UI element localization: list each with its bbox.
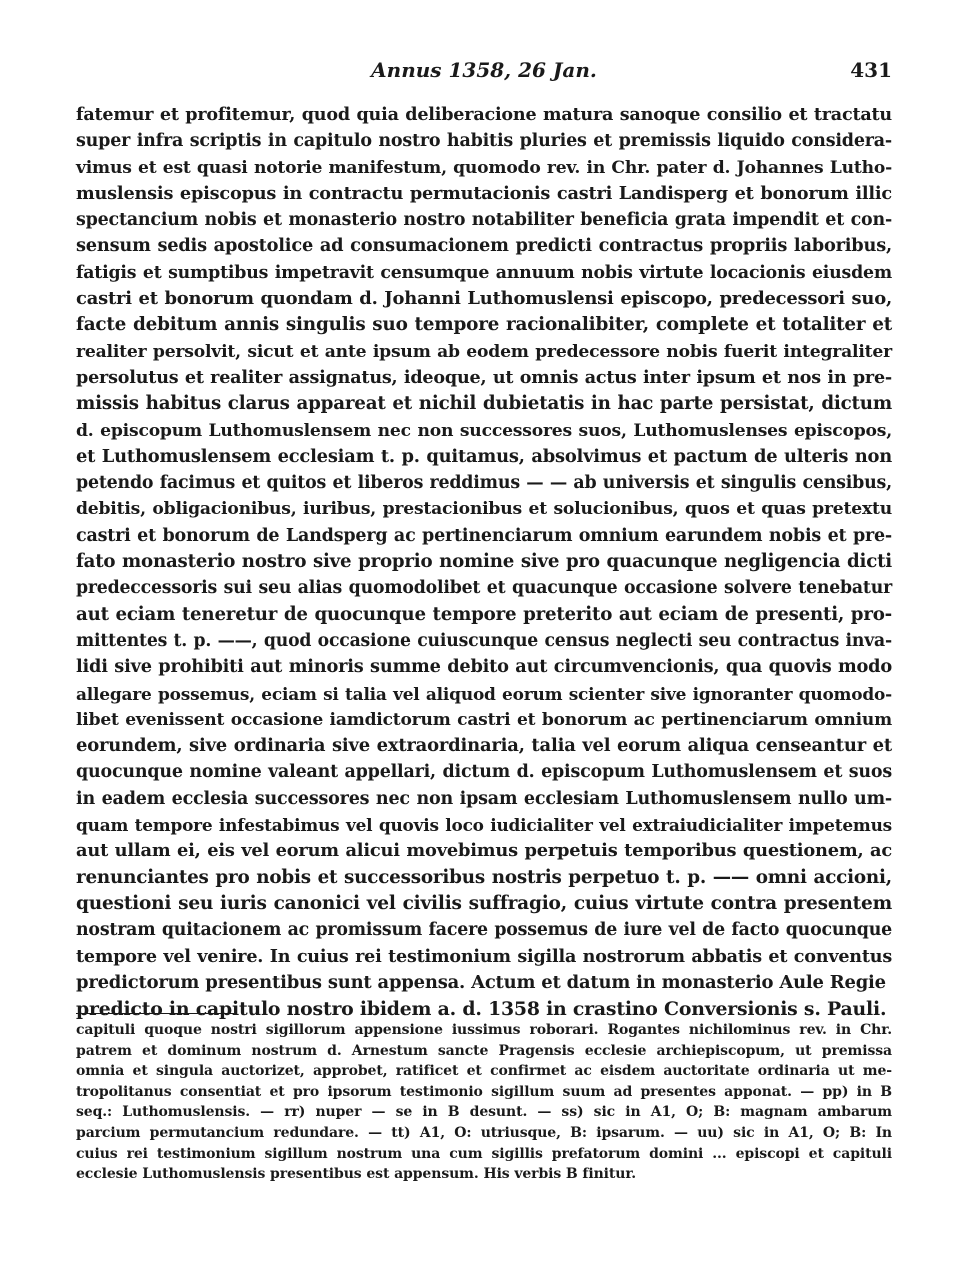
body-line: missis habitus clarus appareat et nichil dubietatis in hac parte persistat, dictum <box>76 393 892 415</box>
body-line: petendo facimus et quitos et liberos reddimus — — ab universis et singulis censibus, <box>76 473 892 494</box>
critical-apparatus <box>76 1020 892 1185</box>
body-line: spectancium nobis et monasterio nostro notabiliter beneficia grata impendit et con- <box>76 210 892 231</box>
body-line: predicto in capitulo nostro ibidem a. d. 1358 in crastino Conversionis s. Pauli. <box>76 998 887 1021</box>
body-line: mittentes t. p. ——, quod occasione cuiuscunque census neglecti seu contractus inva- <box>76 630 892 651</box>
body-line: realiter persolvit, sicut et ante ipsum ab eodem predecessore nobis fuerit integraliter <box>76 341 892 362</box>
body-line: quocunque nomine valeant appellari, dictum d. episcopum Luthomuslensem et suos <box>76 762 892 783</box>
body-line: tempore vel venire. In cuius rei testimonium sigilla nostrorum abbatis et conventus <box>76 946 892 967</box>
body-line: nostram quitacionem ac promissum facere possemus de iure vel de facto quocunque <box>76 920 892 941</box>
body-line: persolutus et realiter assignatus, ideoque, ut omnis actus inter ipsum et nos in pre- <box>76 367 892 388</box>
body-line: facte debitum annis singulis suo tempore racionalibiter, complete et totaliter et <box>76 314 892 336</box>
apparatus-line: seq.: Luthomuslensis. — rr) nuper — se in B desunt. — ss) sic in A1, O; B: magnam ambarum <box>76 1104 892 1121</box>
body-line: fatigis et sumptibus impetravit censumque annuum nobis virtute locacionis eiusdem <box>76 262 892 283</box>
body-line: d. episcopum Luthomuslensem nec non successores suos, Luthomuslenses episcopos, <box>76 420 892 441</box>
body-line: et Luthomuslensem ecclesiam t. p. quitamus, absolvimus et pactum de ulteris non <box>76 445 892 467</box>
apparatus-line: parcium permutancium redundare. — tt) A1, O: utriusque, B: ipsarum. — uu) sic in A1, O; B: In <box>76 1124 892 1141</box>
body-line: fatemur et profitemur, quod quia deliberacione matura sanoque consilio et tractatu <box>76 105 892 125</box>
body-line: fato monasterio nostro sive proprio nomine sive pro quacunque negligencia dicti <box>76 551 892 573</box>
body-line: libet evenissent occasione iamdictorum castri et bonorum ac pertinenciarum omnium <box>76 709 892 730</box>
body-line: predeccessoris sui seu alias quomodolibet et quacunque occasione solvere tenebatur <box>76 578 892 599</box>
apparatus-line: omnia et singula auctorizet, approbet, ratificet et confirmet ac eisdem auctoritate ordinaria ut me- <box>76 1063 892 1080</box>
apparatus-line: cuius rei testimonium sigillum nostrum una cum sigillis prefatorum domini ... episcopi et capituli <box>76 1145 892 1162</box>
body-line: vimus et est quasi notorie manifestum, quomodo rev. in Chr. pater d. Johannes Lutho- <box>76 157 892 178</box>
running-head <box>76 58 892 84</box>
body-line: allegare possemus, eciam si talia vel aliquod eorum scienter sive ignoranter quomodo- <box>76 683 892 704</box>
apparatus-line: capituli quoque nostri sigillorum appensione iussimus roborari. Rogantes nichilominus rev. in Chr. <box>76 1022 892 1038</box>
body-line: castri et bonorum quondam d. Johanni Luthomuslensi episcopo, predecessori suo, <box>76 288 892 310</box>
body-line: debitis, obligacionibus, iuribus, prestacionibus et solucionibus, quos et quas pretextu <box>76 499 892 520</box>
apparatus-line: ecclesie Luthomuslensis presentibus est appensum. His verbis B finitur. <box>76 1166 637 1183</box>
body-line: lidi sive prohibiti aut minoris summe debito aut circumvencionis, qua quovis modo <box>76 656 892 678</box>
body-line: quam tempore infestabimus vel quovis loco iudicialiter vel extraiudicialiter impetemus <box>76 815 892 836</box>
body-line: aut eciam teneretur de quocunque tempore preterito aut eciam de presenti, pro- <box>76 603 892 625</box>
body-line: eorundem, sive ordinaria sive extraordinaria, talia vel eorum aliqua censeantur et <box>76 735 892 757</box>
body-line: in eadem ecclesia successores nec non ipsam ecclesiam Luthomuslensem nullo um- <box>76 788 892 809</box>
body-line: muslensis episcopus in contractu permutacionis castri Landisperg et bonorum illic <box>76 182 892 204</box>
body-line: predictorum presentibus sunt appensa. Actum et datum in monasterio Aule Regie <box>76 971 886 993</box>
body-line: super infra scriptis in capitulo nostro habitis pluries et premissis liquido considera- <box>76 131 892 152</box>
running-title: Annus 1358, 26 Jan. <box>371 58 597 82</box>
main-text <box>76 102 892 1022</box>
body-line: renunciantes pro nobis et successoribus nostris perpetuo t. p. —— omni accioni, <box>76 866 892 888</box>
body-line: castri et bonorum de Landsperg ac pertinenciarum omnium earundem nobis et pre- <box>76 525 892 546</box>
body-line: aut ullam ei, eis vel eorum alicui movebimus perpetuis temporibus questionem, ac <box>76 840 892 862</box>
footnote-divider <box>76 1013 234 1014</box>
apparatus-line: tropolitanus consentiat et pro ipsorum testimonio sigillum suum ad presentes apponat. — pp) in B <box>76 1083 892 1100</box>
page-number: 431 <box>850 58 892 82</box>
body-line: sensum sedis apostolice ad consumacionem predicti contractus propriis laboribus, <box>76 235 892 257</box>
body-line: questioni seu iuris canonici vel civilis suffragio, cuius virtute contra presentem <box>76 892 892 914</box>
apparatus-line: patrem et dominum nostrum d. Arnestum sancte Pragensis ecclesie archiepiscopum, ut premissa <box>76 1042 892 1059</box>
